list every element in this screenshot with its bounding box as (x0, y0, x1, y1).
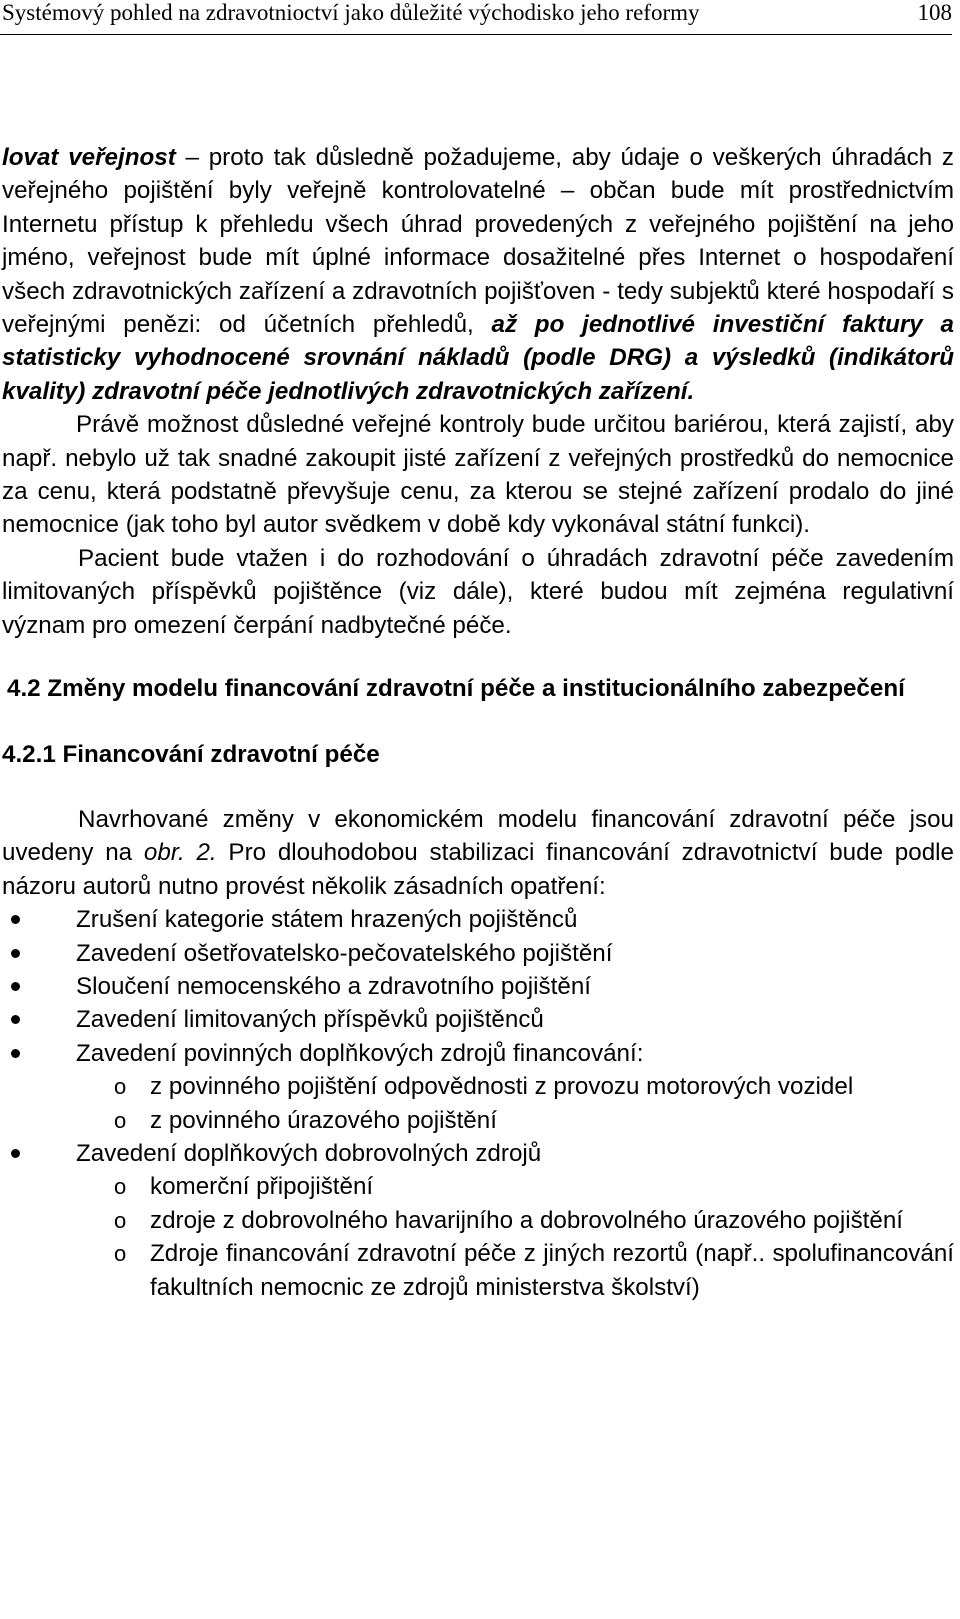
subsection-heading-4-2-1: 4.2.1 Financování zdravotní péče (2, 740, 380, 768)
bullet-icon (11, 1149, 20, 1158)
paragraph-1-text: – proto tak důsledně požadujeme, aby údaje o veškerých úhradách z veřejného pojištění byly veřejně kontrolovatelné – občan bude mít prostřednictvím Internetu přístup k přehledu všech úhrad provedených z veřejného pojištění na jeho jméno, veřejnost bude mít úplné informace dosažitelné přes Internet o hospodaření všech zdravotnických zařízení a zdravotních pojišťoven - tedy subjektů které hospodaří s veřejnými penězi: od účetních přehledů, (2, 144, 954, 339)
sub-list-item-label: z povinného pojištění odpovědnosti z provozu motorových vozidel (150, 1073, 854, 1101)
sub-list-item (2, 1104, 954, 1137)
sub-bullet-icon: o (114, 1107, 127, 1133)
section-heading-4-2: 4.2 Změny modelu financování zdravotní péče a institucionálního zabezpečení (7, 675, 905, 703)
header-rule (0, 34, 952, 35)
bullet-icon (11, 1015, 20, 1024)
sub-list-item (2, 1204, 954, 1237)
paragraph-4-text-a: Navrhované změny v ekonomickém modelu financování zdravotní péče jsou uvedeny na (2, 805, 954, 867)
sub-bullet-icon: o (114, 1241, 127, 1267)
paragraph-1 (2, 141, 954, 408)
bullet-icon (11, 982, 20, 991)
sub-list-item (2, 1170, 954, 1203)
document-body (2, 141, 954, 1304)
sub-bullet-icon: o (114, 1074, 127, 1100)
bullet-icon (11, 949, 20, 958)
list-item (2, 937, 954, 970)
sub-bullet-icon: o (114, 1174, 127, 1200)
running-title: Systémový pohled na zdravotnioctví jako důležité východisko jeho reformy (2, 0, 700, 25)
list-item (2, 1003, 954, 1036)
list-item (2, 1037, 954, 1137)
paragraph-4-text-b: Pro dlouhodobou stabilizaci financování zdravotnictví bude podle názoru autorů nutno provést několik zásadních opatření: (2, 839, 954, 900)
bullet-icon (11, 1049, 20, 1058)
sub-bullet-icon: o (114, 1207, 127, 1233)
page-header (0, 0, 952, 30)
page-number: 108 (917, 0, 952, 25)
list-item-label: Sloučení nemocenského a zdravotního pojištění (76, 972, 591, 1000)
list-item-label: Zavedení doplňkových dobrovolných zdrojů (76, 1139, 542, 1167)
sub-list (76, 1070, 954, 1137)
paragraph-4 (2, 803, 954, 903)
list-item (2, 903, 954, 936)
paragraph-3: Pacient bude vtažen i do rozhodování o úhradách zdravotní péče zavedením limitovaných příspěvků pojištěnce (viz dále), které budou mít zejména regulativní význam pro omezení čerpání nadbytečné péče. (2, 544, 954, 639)
figure-reference: obr. 2. (143, 839, 217, 867)
list-item-label: Zavedení limitovaných příspěvků pojištěnců (76, 1006, 544, 1034)
list-item-label: Zavedení ošetřovatelsko-pečovatelského pojištění (76, 939, 613, 967)
measures-list (2, 903, 954, 1304)
list-item-label: Zrušení kategorie státem hrazených pojištěnců (76, 906, 578, 934)
sub-list-item (2, 1070, 954, 1103)
sub-list (76, 1170, 954, 1304)
paragraph-1-lead: lovat veřejnost (2, 144, 176, 171)
list-item-label: Zavedení povinných doplňkových zdrojů financování: (76, 1039, 644, 1067)
bullet-icon (11, 915, 20, 924)
sub-list-item-label: Zdroje financování zdravotní péče z jiných rezortů (např.. spolufinancování fakultních nemocnic ze zdrojů ministerstva školství) (150, 1240, 954, 1301)
sub-list-item-label: komerční připojištění (150, 1173, 374, 1201)
paragraph-1-emphasis: až po jednotlivé investiční faktury a statisticky vyhodnocené srovnání nákladů (podle DRG) a výsledků (indikátorů kvality) zdravotní péče jednotlivých zdravotnických zařízení. (2, 311, 954, 405)
sub-list-item-label: zdroje z dobrovolného havarijního a dobrovolného úrazového pojištění (150, 1206, 904, 1234)
list-item (2, 1137, 954, 1304)
list-item (2, 970, 954, 1003)
sub-list-item (2, 1237, 954, 1304)
paragraph-2: Právě možnost důsledné veřejné kontroly bude určitou bariérou, která zajistí, aby např. nebylo už tak snadné zakoupit jisté zařízení z veřejných prostředků do nemocnice za cenu, která podstatně převyšuje cenu, za kterou se stejné zařízení prodalo do jiné nemocnice (jak toho byl autor svědkem v době kdy vykonával státní funkci). (2, 411, 954, 539)
sub-list-item-label: z povinného úrazového pojištění (150, 1106, 497, 1134)
